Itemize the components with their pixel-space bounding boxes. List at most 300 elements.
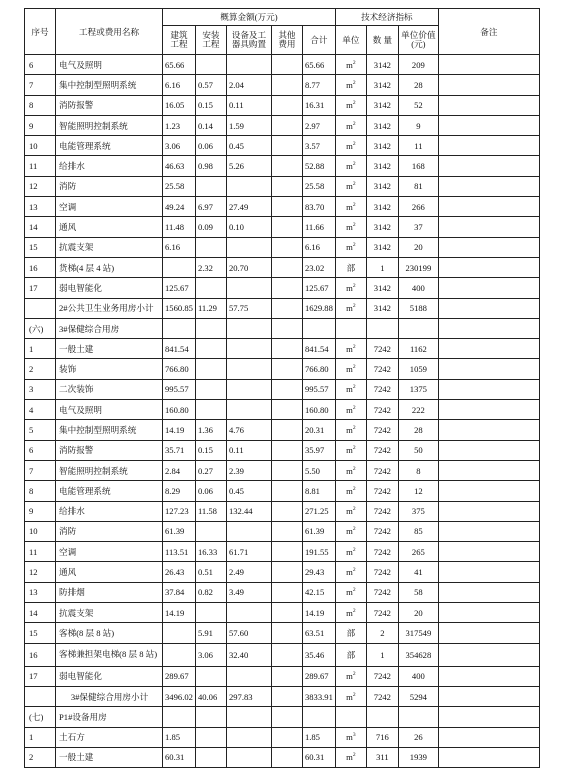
row-name-cell: 装饰 <box>56 359 163 379</box>
quantity-cell: 7242 <box>366 440 398 460</box>
row-no-cell: 1 <box>25 339 56 359</box>
unit-price-cell: 58 <box>398 582 438 602</box>
install-cost-cell: 40.06 <box>195 686 226 706</box>
col-header-unit: 单位 <box>335 26 366 55</box>
total-cost-cell: 5.50 <box>302 460 335 480</box>
unit-cell <box>335 481 366 501</box>
row-no-cell: 13 <box>25 582 56 602</box>
equipment-cost-cell <box>226 237 271 257</box>
row-name-cell: 智能照明控制系统 <box>56 460 163 480</box>
table-row <box>25 521 540 541</box>
unit-text: m <box>346 343 353 354</box>
col-header-build-text: 建筑 工程 <box>170 29 188 49</box>
other-cost-cell <box>271 582 302 602</box>
quantity-cell: 716 <box>366 727 398 747</box>
equipment-cost-cell <box>226 400 271 420</box>
row-name-cell: 一般土建 <box>56 747 163 767</box>
row-no-cell: 4 <box>25 400 56 420</box>
quantity-cell: 1 <box>366 643 398 666</box>
remark-cell <box>438 562 539 582</box>
install-cost-cell <box>195 278 226 298</box>
quantity-cell: 7242 <box>366 400 398 420</box>
install-cost-cell <box>195 521 226 541</box>
equipment-cost-cell <box>226 55 271 75</box>
unit-text: m <box>346 691 353 702</box>
remark-cell <box>438 115 539 135</box>
row-no-cell: 17 <box>25 278 56 298</box>
unit-cell <box>335 156 366 176</box>
install-cost-cell: 0.06 <box>195 481 226 501</box>
total-cost-cell: 25.58 <box>302 176 335 196</box>
quantity-cell: 2 <box>366 623 398 643</box>
unit-price-cell: 9 <box>398 115 438 135</box>
install-cost-cell <box>195 747 226 767</box>
unit-cell <box>335 460 366 480</box>
install-cost-cell: 0.15 <box>195 440 226 460</box>
other-cost-cell <box>271 440 302 460</box>
quantity-cell <box>366 318 398 338</box>
table-row <box>25 95 540 115</box>
total-cost-cell: 8.81 <box>302 481 335 501</box>
unit-price-cell: 52 <box>398 95 438 115</box>
table-row <box>25 603 540 623</box>
total-cost-cell: 60.31 <box>302 747 335 767</box>
install-cost-cell: 3.06 <box>195 643 226 666</box>
table-row <box>25 55 540 75</box>
row-no-cell: 14 <box>25 603 56 623</box>
remark-cell <box>438 623 539 643</box>
remark-cell <box>438 440 539 460</box>
build-cost-cell: 3.06 <box>163 136 196 156</box>
table-row <box>25 666 540 686</box>
table-row <box>25 176 540 196</box>
build-cost-cell: 2.84 <box>163 460 196 480</box>
quantity-cell: 3142 <box>366 217 398 237</box>
unit-superscript: 2 <box>352 404 356 411</box>
build-cost-cell: 25.58 <box>163 176 196 196</box>
total-cost-cell: 6.16 <box>302 237 335 257</box>
install-cost-cell: 6.97 <box>195 197 226 217</box>
install-cost-cell: 0.09 <box>195 217 226 237</box>
total-cost-cell: 20.31 <box>302 420 335 440</box>
unit-price-cell: 28 <box>398 75 438 95</box>
build-cost-cell <box>163 318 196 338</box>
unit-cell <box>335 420 366 440</box>
quantity-cell: 311 <box>366 747 398 767</box>
install-cost-cell <box>195 400 226 420</box>
install-cost-cell: 0.82 <box>195 582 226 602</box>
unit-cell <box>335 603 366 623</box>
unit-cell <box>335 298 366 318</box>
quantity-cell: 3142 <box>366 278 398 298</box>
quantity-cell: 3142 <box>366 115 398 135</box>
row-name-cell: 电能管理系统 <box>56 136 163 156</box>
row-name-cell: 客梯(8 层 8 站) <box>56 623 163 643</box>
row-name-cell: 空调 <box>56 197 163 217</box>
total-cost-cell: 14.19 <box>302 603 335 623</box>
row-no-cell: 9 <box>25 115 56 135</box>
unit-price-cell: 354628 <box>398 643 438 666</box>
table-body <box>25 55 540 768</box>
quantity-cell: 7242 <box>366 603 398 623</box>
quantity-cell: 3142 <box>366 197 398 217</box>
unit-price-cell: 168 <box>398 156 438 176</box>
equipment-cost-cell: 1.59 <box>226 115 271 135</box>
build-cost-cell: 65.66 <box>163 55 196 75</box>
unit-cell <box>335 115 366 135</box>
col-header-price-text: 单位价值 (元) <box>401 29 436 49</box>
build-cost-cell <box>163 257 196 277</box>
unit-superscript: 2 <box>352 201 356 208</box>
build-cost-cell: 113.51 <box>163 542 196 562</box>
unit-superscript: 2 <box>352 546 356 553</box>
other-cost-cell <box>271 95 302 115</box>
table-row <box>25 501 540 521</box>
unit-text: m <box>346 364 353 375</box>
col-header-install <box>195 26 226 55</box>
unit-superscript: 2 <box>352 691 356 698</box>
table-row <box>25 623 540 643</box>
equipment-cost-cell: 0.45 <box>226 481 271 501</box>
unit-superscript: 2 <box>352 181 356 188</box>
unit-price-cell: 209 <box>398 55 438 75</box>
install-cost-cell: 16.33 <box>195 542 226 562</box>
unit-cell <box>335 278 366 298</box>
col-header-install-text: 安装 工程 <box>202 29 220 49</box>
quantity-cell: 3142 <box>366 298 398 318</box>
unit-price-cell: 5188 <box>398 298 438 318</box>
unit-price-cell: 41 <box>398 562 438 582</box>
row-name-cell: 电气及照明 <box>56 55 163 75</box>
table-row <box>25 217 540 237</box>
remark-cell <box>438 686 539 706</box>
build-cost-cell: 14.19 <box>163 603 196 623</box>
equipment-cost-cell <box>226 747 271 767</box>
unit-superscript: 2 <box>352 445 356 452</box>
other-cost-cell <box>271 217 302 237</box>
quantity-cell: 7242 <box>366 562 398 582</box>
unit-text: m <box>346 752 353 763</box>
build-cost-cell: 1560.85 <box>163 298 196 318</box>
other-cost-cell <box>271 176 302 196</box>
unit-superscript: 2 <box>352 343 356 350</box>
remark-cell <box>438 727 539 747</box>
build-cost-cell: 35.71 <box>163 440 196 460</box>
row-no-cell: 3 <box>25 379 56 399</box>
unit-text: m <box>346 242 353 253</box>
total-cost-cell: 1.85 <box>302 727 335 747</box>
unit-text: m <box>346 445 353 456</box>
install-cost-cell: 0.27 <box>195 460 226 480</box>
unit-text: m <box>346 485 353 496</box>
other-cost-cell <box>271 278 302 298</box>
remark-cell <box>438 542 539 562</box>
build-cost-cell: 766.80 <box>163 359 196 379</box>
table-row <box>25 481 540 501</box>
unit-text: m <box>346 671 353 682</box>
build-cost-cell <box>163 623 196 643</box>
row-no-cell: 6 <box>25 440 56 460</box>
build-cost-cell: 49.24 <box>163 197 196 217</box>
unit-price-cell: 85 <box>398 521 438 541</box>
table-row <box>25 707 540 727</box>
unit-text: 部 <box>346 262 356 273</box>
other-cost-cell <box>271 501 302 521</box>
unit-text: m <box>346 222 353 233</box>
other-cost-cell <box>271 156 302 176</box>
unit-cell <box>335 582 366 602</box>
other-cost-cell <box>271 420 302 440</box>
unit-text: m <box>346 79 353 90</box>
table-row <box>25 318 540 338</box>
total-cost-cell: 61.39 <box>302 521 335 541</box>
row-name-cell: 抗震支架 <box>56 237 163 257</box>
col-header-qty: 数 量 <box>366 26 398 55</box>
unit-superscript: 2 <box>352 752 356 759</box>
unit-price-cell: 5294 <box>398 686 438 706</box>
row-no-cell: 13 <box>25 197 56 217</box>
row-name-cell: 消防 <box>56 176 163 196</box>
build-cost-cell: 46.63 <box>163 156 196 176</box>
other-cost-cell <box>271 115 302 135</box>
install-cost-cell <box>195 707 226 727</box>
unit-cell <box>335 359 366 379</box>
table-row <box>25 686 540 706</box>
quantity-cell: 3142 <box>366 176 398 196</box>
unit-text: m <box>346 201 353 212</box>
row-no-cell: 17 <box>25 666 56 686</box>
unit-price-cell <box>398 707 438 727</box>
unit-superscript: 2 <box>352 222 356 229</box>
col-header-price <box>398 26 438 55</box>
remark-cell <box>438 521 539 541</box>
unit-cell <box>335 55 366 75</box>
install-cost-cell <box>195 237 226 257</box>
row-name-cell: 二次装饰 <box>56 379 163 399</box>
unit-cell <box>335 318 366 338</box>
install-cost-cell <box>195 727 226 747</box>
equipment-cost-cell <box>226 278 271 298</box>
other-cost-cell <box>271 747 302 767</box>
install-cost-cell <box>195 176 226 196</box>
total-cost-cell: 289.67 <box>302 666 335 686</box>
row-no-cell: 6 <box>25 55 56 75</box>
row-name-cell: 消防 <box>56 521 163 541</box>
total-cost-cell: 11.66 <box>302 217 335 237</box>
unit-cell <box>335 727 366 747</box>
row-no-cell: 16 <box>25 643 56 666</box>
build-cost-cell: 995.57 <box>163 379 196 399</box>
unit-superscript: 2 <box>352 120 356 127</box>
row-name-cell: 电能管理系统 <box>56 481 163 501</box>
remark-cell <box>438 197 539 217</box>
build-cost-cell: 1.23 <box>163 115 196 135</box>
unit-text: m <box>346 465 353 476</box>
unit-superscript: 2 <box>352 161 356 168</box>
equipment-cost-cell: 2.39 <box>226 460 271 480</box>
unit-superscript: 2 <box>352 303 356 310</box>
equipment-cost-cell <box>226 318 271 338</box>
row-no-cell: 1 <box>25 727 56 747</box>
table-row <box>25 379 540 399</box>
remark-cell <box>438 359 539 379</box>
col-header-other <box>271 26 302 55</box>
unit-superscript: 2 <box>352 100 356 107</box>
other-cost-cell <box>271 400 302 420</box>
unit-price-cell: 375 <box>398 501 438 521</box>
total-cost-cell: 1629.88 <box>302 298 335 318</box>
remark-cell <box>438 237 539 257</box>
other-cost-cell <box>271 298 302 318</box>
row-name-cell: 一般土建 <box>56 339 163 359</box>
row-no-cell: 15 <box>25 237 56 257</box>
unit-text: m <box>346 567 353 578</box>
quantity-cell: 7242 <box>366 460 398 480</box>
quantity-cell: 7242 <box>366 420 398 440</box>
other-cost-cell <box>271 460 302 480</box>
quantity-cell: 3142 <box>366 136 398 156</box>
equipment-cost-cell <box>226 379 271 399</box>
build-cost-cell: 11.48 <box>163 217 196 237</box>
unit-superscript: 2 <box>352 485 356 492</box>
table-row <box>25 339 540 359</box>
equipment-cost-cell: 3.49 <box>226 582 271 602</box>
build-cost-cell <box>163 707 196 727</box>
unit-superscript: 2 <box>352 79 356 86</box>
row-name-cell: 集中控制型照明系统 <box>56 420 163 440</box>
quantity-cell: 7242 <box>366 339 398 359</box>
remark-cell <box>438 217 539 237</box>
unit-price-cell: 12 <box>398 481 438 501</box>
row-no-cell: 12 <box>25 562 56 582</box>
unit-price-cell: 20 <box>398 603 438 623</box>
table-row <box>25 420 540 440</box>
total-cost-cell: 35.46 <box>302 643 335 666</box>
total-cost-cell: 191.55 <box>302 542 335 562</box>
unit-cell <box>335 643 366 666</box>
remark-cell <box>438 707 539 727</box>
quantity-cell: 7242 <box>366 359 398 379</box>
unit-text: m <box>346 100 353 111</box>
build-cost-cell: 841.54 <box>163 339 196 359</box>
quantity-cell: 7242 <box>366 379 398 399</box>
build-cost-cell: 125.67 <box>163 278 196 298</box>
table-row <box>25 562 540 582</box>
install-cost-cell <box>195 666 226 686</box>
unit-cell <box>335 623 366 643</box>
row-name-cell: 消防报警 <box>56 95 163 115</box>
unit-superscript: 2 <box>352 526 356 533</box>
equipment-cost-cell: 57.75 <box>226 298 271 318</box>
install-cost-cell: 5.91 <box>195 623 226 643</box>
unit-text: 部 <box>346 649 356 660</box>
build-cost-cell: 8.29 <box>163 481 196 501</box>
other-cost-cell <box>271 481 302 501</box>
unit-superscript: 2 <box>352 282 356 289</box>
equipment-cost-cell <box>226 707 271 727</box>
table-header <box>25 9 540 55</box>
col-header-total: 合计 <box>302 26 335 55</box>
other-cost-cell <box>271 197 302 217</box>
equipment-cost-cell: 61.71 <box>226 542 271 562</box>
total-cost-cell: 29.43 <box>302 562 335 582</box>
row-name-cell: 空调 <box>56 542 163 562</box>
table-row <box>25 747 540 767</box>
unit-price-cell: 28 <box>398 420 438 440</box>
total-cost-cell: 3.57 <box>302 136 335 156</box>
equipment-cost-cell: 5.26 <box>226 156 271 176</box>
unit-superscript: 3 <box>352 732 356 739</box>
unit-price-cell: 265 <box>398 542 438 562</box>
remark-cell <box>438 747 539 767</box>
remark-cell <box>438 666 539 686</box>
total-cost-cell: 125.67 <box>302 278 335 298</box>
build-cost-cell: 160.80 <box>163 400 196 420</box>
unit-text: m <box>346 140 353 151</box>
row-name-cell: 电气及照明 <box>56 400 163 420</box>
table-row <box>25 582 540 602</box>
quantity-cell: 3142 <box>366 237 398 257</box>
unit-cell <box>335 707 366 727</box>
build-cost-cell: 3496.02 <box>163 686 196 706</box>
unit-cell <box>335 542 366 562</box>
unit-price-cell: 81 <box>398 176 438 196</box>
unit-cell <box>335 562 366 582</box>
remark-cell <box>438 603 539 623</box>
build-cost-cell: 289.67 <box>163 666 196 686</box>
unit-price-cell: 11 <box>398 136 438 156</box>
col-header-name: 工程或费用名称 <box>56 9 163 55</box>
unit-price-cell: 26 <box>398 727 438 747</box>
unit-text: m <box>346 161 353 172</box>
unit-cell <box>335 237 366 257</box>
table-row <box>25 542 540 562</box>
remark-cell <box>438 643 539 666</box>
unit-superscript: 2 <box>352 59 356 66</box>
install-cost-cell <box>195 339 226 359</box>
row-name-cell: 弱电智能化 <box>56 278 163 298</box>
equipment-cost-cell: 4.76 <box>226 420 271 440</box>
remark-cell <box>438 257 539 277</box>
install-cost-cell: 0.98 <box>195 156 226 176</box>
quantity-cell: 3142 <box>366 75 398 95</box>
other-cost-cell <box>271 666 302 686</box>
remark-cell <box>438 55 539 75</box>
build-cost-cell: 26.43 <box>163 562 196 582</box>
other-cost-cell <box>271 542 302 562</box>
unit-text: m <box>346 303 353 314</box>
quantity-cell: 7242 <box>366 481 398 501</box>
other-cost-cell <box>271 603 302 623</box>
other-cost-cell <box>271 562 302 582</box>
row-no-cell: 7 <box>25 460 56 480</box>
total-cost-cell: 271.25 <box>302 501 335 521</box>
unit-text: m <box>346 506 353 517</box>
equipment-cost-cell: 132.44 <box>226 501 271 521</box>
col-header-other-text: 其他 费用 <box>278 29 296 49</box>
quantity-cell: 7242 <box>366 501 398 521</box>
unit-cell <box>335 440 366 460</box>
row-no-cell: 7 <box>25 75 56 95</box>
table-row <box>25 298 540 318</box>
col-header-equipment-text: 设备及工 器具购置 <box>231 29 267 49</box>
row-no-cell: 9 <box>25 501 56 521</box>
table-row <box>25 136 540 156</box>
other-cost-cell <box>271 75 302 95</box>
unit-price-cell: 1162 <box>398 339 438 359</box>
remark-cell <box>438 176 539 196</box>
row-name-cell: 客梯兼担架电梯(8 层 8 站) <box>56 643 163 666</box>
